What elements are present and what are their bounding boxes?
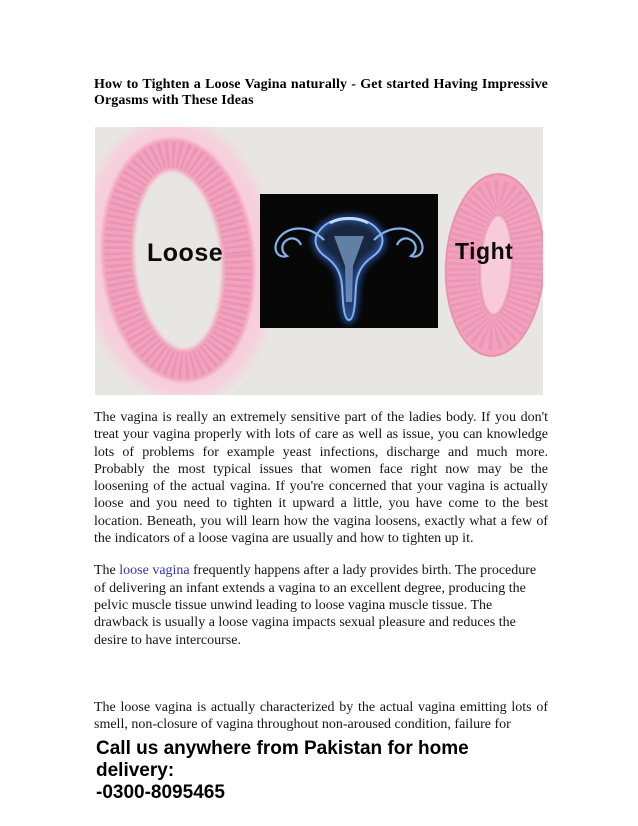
hero-image: [95, 127, 543, 395]
paragraph-1: The vagina is really an extremely sensitive part of the ladies body. If you don't treat your vagina properly with lots of care as well as issue, you can knowledge lots of problems for example yeast infections, discharge and much more. Probably the most typical issues that women face right now may be the loosening of the actual vagina. If you're concerned that your vagina is actually loose and you need to tighten it upward a little, you have come to the best location. Beneath, you will learn how the vagina loosens, exactly what a few of the indicators of a loose vagina are usually and how to tighten up it.: [94, 410, 548, 547]
tight-scrunchie: [440, 171, 543, 360]
paragraph-2-after-link: frequently happens after a lady provides birth. The procedure of delivering an infant extends a vagina to an excellent degree, producing the pelvic muscle tissue unwind leading to loose vagina muscle tissue. The drawback is usually a loose vagina impacts sexual pleasure and reduces the desire to have intercourse.: [94, 563, 537, 648]
paragraph-2-before-link: The: [94, 563, 120, 579]
loose-label: Loose: [147, 239, 224, 267]
delivery-callout: [96, 738, 548, 804]
delivery-callout-line-2: delivery:: [96, 760, 175, 782]
paragraph-3: The loose vagina is actually characterized by the actual vagina emitting lots of smell, non-closure of vagina throughout non-aroused condition, failure for: [94, 699, 548, 733]
uterus-xray-panel: [260, 194, 438, 328]
delivery-callout-line-1: Call us anywhere from Pakistan for home: [96, 738, 469, 760]
loose-vagina-link[interactable]: loose vagina: [119, 563, 190, 579]
uterus-illustration: [260, 194, 438, 328]
paragraph-2: [94, 562, 548, 648]
tight-label: Tight: [455, 238, 514, 264]
page-title: How to Tighten a Loose Vagina naturally - Get started Having Impressive Orgasms with These Ideas: [94, 77, 548, 108]
delivery-phone-number: -0300-8095465: [96, 782, 225, 804]
